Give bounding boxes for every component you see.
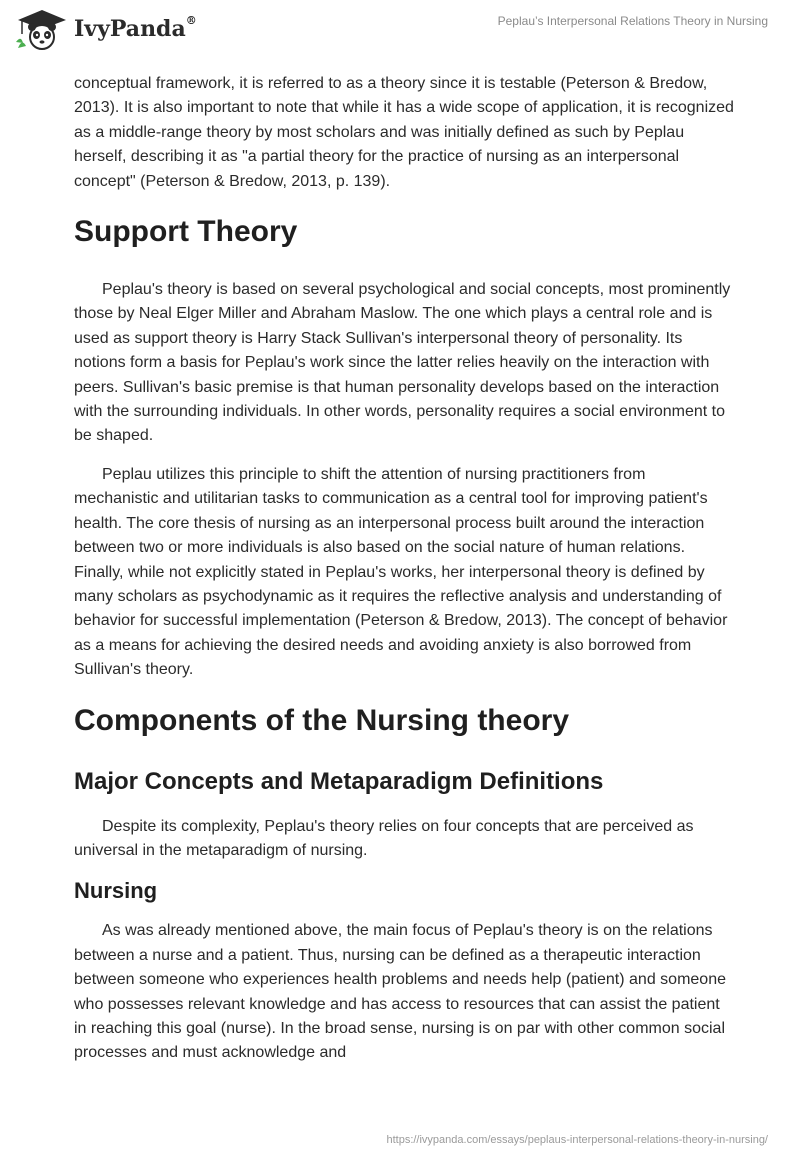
nursing-paragraph: As was already mentioned above, the main focus of Peplau's theory is on the relations between a nurse and a patient. Thus, nursing can be defined as a therapeutic interaction between someone who experiences health problems and needs help (patient) and someone who possesses relevant knowledge and has access to resources that can assist the patient in reaching this goal (nurse). In the broad sense, nursing is on par with other common social processes and must acknowledge and — [74, 922, 726, 1062]
page-header — [0, 0, 800, 60]
panda-graduate-icon — [14, 8, 70, 50]
support-theory-paragraph-1: Peplau's theory is based on several psychological and social concepts, most prominently those by Neal Elger Miller and Abraham Maslow. The one which plays a central role and is used as support theory is Harry Stack Sullivan's interpersonal theory of personality. Its notions form a basis for Peplau's work since the latter relies heavily on the interaction with peers. Sullivan's basic premise is that human personality develops based on the interaction with the surrounding individuals. In other words, personality requires a social environment to be shaped. — [74, 281, 731, 445]
support-theory-paragraph-2: Peplau utilizes this principle to shift the attention of nursing practitioners from mechanistic and utilitarian tasks to communication as a central tool for improving patient's health. The core thesis of nursing as an interpersonal process built around the interaction between two or more individuals is also based on the social nature of human relations. Finally, while not explicitly stated in Peplau's works, her interpersonal theory is defined by many scholars as psychodynamic as it requires the reflective analysis and understanding of behavior for successful implementation (Peterson & Bredow, 2013). The concept of behavior as a means for achieving the desired needs and avoiding anxiety is also borrowed from Sullivan's theory. — [74, 465, 728, 679]
footer-url[interactable]: https://ivypanda.com/essays/peplaus-interpersonal-relations-theory-in-nursing/ — [386, 1134, 768, 1146]
registered-mark: ® — [185, 14, 197, 27]
major-concepts-heading: Major Concepts and Metaparadigm Definitions — [74, 767, 604, 795]
components-heading: Components of the Nursing theory — [74, 703, 569, 737]
intro-paragraph: conceptual framework, it is referred to as a theory since it is testable (Peterson & Bredow, 2013). It is also important to note that while it has a wide scope of application, it is recognized as a middle-range theory by most scholars and was initially defined as such by Peplau herself, describing it as "a partial theory for the practice of nursing as an interpersonal concept" (Peterson & Bredow, 2013, p. 139). — [74, 75, 734, 190]
support-theory-heading: Support Theory — [74, 215, 298, 249]
document-title: Peplau’s Interpersonal Relations Theory in Nursing — [497, 14, 768, 28]
essay-content — [74, 72, 734, 1080]
nursing-heading: Nursing — [74, 878, 158, 904]
logo-text — [74, 16, 197, 42]
ivypanda-logo[interactable] — [14, 8, 214, 50]
logo-name: IvyPanda — [74, 16, 186, 42]
major-concepts-paragraph: Despite its complexity, Peplau's theory relies on four concepts that are perceived as universal in the metaparadigm of nursing. — [74, 817, 694, 859]
